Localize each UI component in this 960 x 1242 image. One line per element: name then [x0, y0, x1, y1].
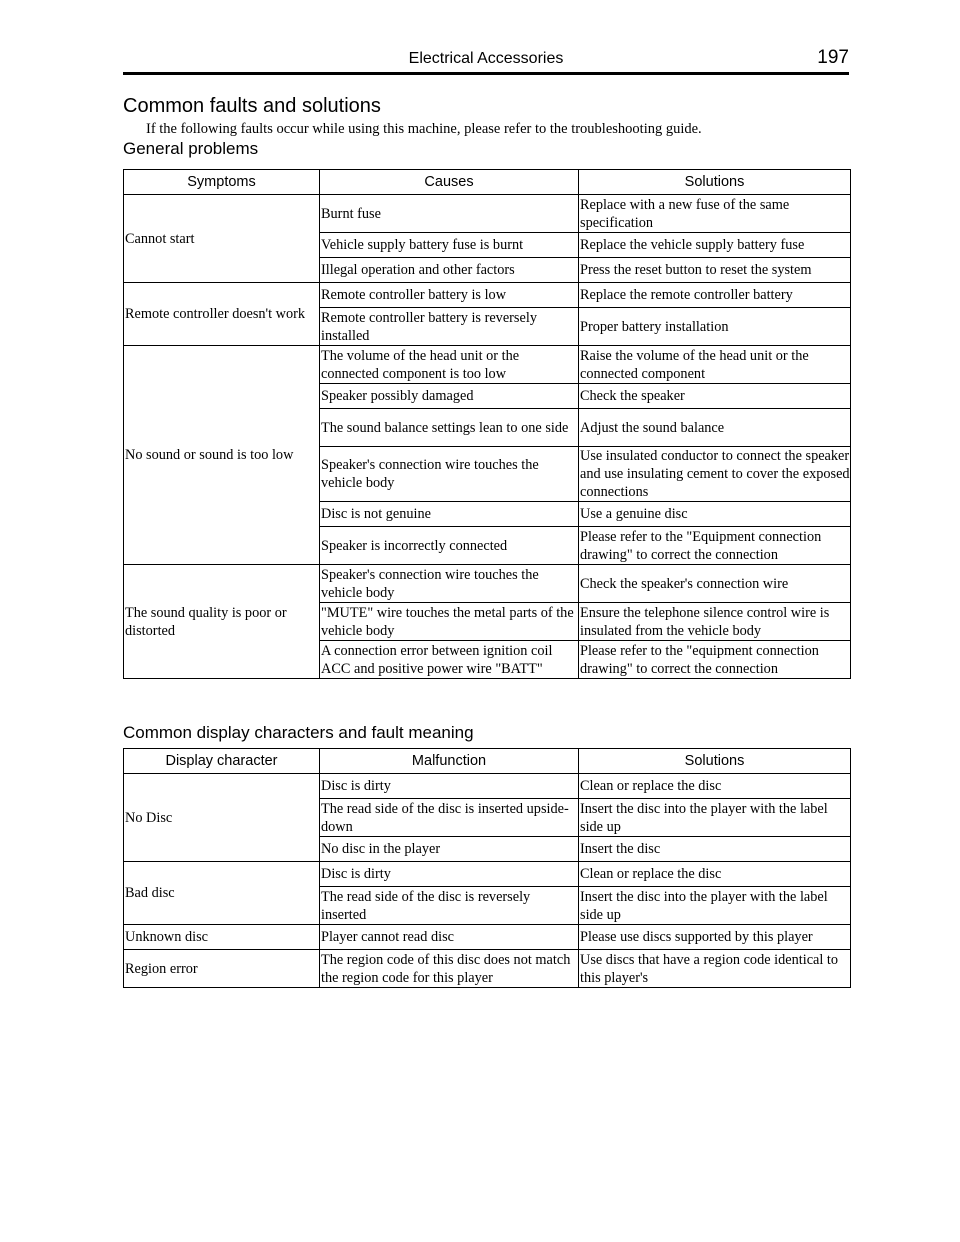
cause-cell: Player cannot read disc	[320, 925, 579, 950]
solution-cell: Check the speaker's connection wire	[579, 565, 851, 603]
solution-cell: Raise the volume of the head unit or the connected component	[579, 346, 851, 384]
table-row	[124, 195, 851, 233]
display-characters-table	[123, 748, 851, 988]
cause-cell: A connection error between ignition coil ACC and positive power wire "BATT"	[320, 641, 579, 679]
solution-cell: Insert the disc	[579, 837, 851, 862]
column-header-symptoms: Symptoms	[124, 170, 320, 195]
solution-cell: Use a genuine disc	[579, 502, 851, 527]
page-title: Common faults and solutions	[123, 95, 381, 117]
column-header-display-character: Display character	[124, 749, 320, 774]
cause-cell: Speaker possibly damaged	[320, 384, 579, 409]
symptom-cell: No Disc	[124, 774, 320, 862]
cause-cell: Speaker's connection wire touches the vehicle body	[320, 447, 579, 502]
solution-cell: Please use discs supported by this player	[579, 925, 851, 950]
table-row	[124, 950, 851, 988]
table-row	[124, 862, 851, 887]
cause-cell: The read side of the disc is inserted upside-down	[320, 799, 579, 837]
symptom-cell: Remote controller doesn't work	[124, 283, 320, 346]
cause-cell: The volume of the head unit or the connected component is too low	[320, 346, 579, 384]
solution-cell: Insert the disc into the player with the label side up	[579, 887, 851, 925]
solution-cell: Please refer to the "equipment connection drawing" to correct the connection	[579, 641, 851, 679]
column-header-solutions: Solutions	[579, 749, 851, 774]
table-row	[124, 565, 851, 603]
symptom-cell: Region error	[124, 950, 320, 988]
display-characters-heading: Common display characters and fault meaning	[123, 723, 474, 742]
table-row	[124, 283, 851, 308]
cause-cell: Burnt fuse	[320, 195, 579, 233]
cause-cell: Remote controller battery is reversely installed	[320, 308, 579, 346]
solution-cell: Replace with a new fuse of the same specification	[579, 195, 851, 233]
cause-cell: Illegal operation and other factors	[320, 258, 579, 283]
cause-cell: Remote controller battery is low	[320, 283, 579, 308]
page-number: 197	[817, 47, 849, 68]
solution-cell: Use insulated conductor to connect the speaker and use insulating cement to cover the exposed connections	[580, 448, 850, 500]
solution-cell: Clean or replace the disc	[579, 862, 851, 887]
page-header	[123, 48, 849, 75]
solution-cell: Replace the vehicle supply battery fuse	[579, 233, 851, 258]
cause-cell: Vehicle supply battery fuse is burnt	[320, 233, 579, 258]
cause-cell: Speaker's connection wire touches the vehicle body	[320, 565, 579, 603]
cause-cell: Disc is dirty	[320, 774, 579, 799]
cause-cell: The region code of this disc does not match the region code for this player	[320, 950, 579, 988]
cause-cell: No disc in the player	[320, 837, 579, 862]
cause-cell: The read side of the disc is reversely inserted	[320, 887, 579, 925]
solution-cell: Proper battery installation	[579, 308, 851, 346]
table-header-row	[124, 170, 851, 195]
solution-cell: Clean or replace the disc	[579, 774, 851, 799]
table-row	[124, 925, 851, 950]
cause-cell: "MUTE" wire touches the metal parts of the vehicle body	[320, 603, 579, 641]
solution-cell: Press the reset button to reset the system	[579, 258, 851, 283]
solution-cell: Please refer to the "Equipment connection drawing" to correct the connection	[579, 527, 851, 565]
table-header-row	[124, 749, 851, 774]
symptom-cell: Bad disc	[124, 862, 320, 925]
cause-cell: Disc is not genuine	[320, 502, 579, 527]
intro-text: If the following faults occur while using this machine, please refer to the troubleshooting guide.	[146, 121, 702, 137]
cause-cell: The sound balance settings lean to one side	[320, 409, 579, 447]
solution-cell: Use discs that have a region code identical to this player's	[579, 950, 851, 988]
table-row	[124, 346, 851, 384]
solution-cell: Replace the remote controller battery	[579, 283, 851, 308]
table-row	[124, 774, 851, 799]
solution-cell: Adjust the sound balance	[579, 409, 851, 447]
solution-cell: Check the speaker	[579, 384, 851, 409]
column-header-causes: Causes	[320, 170, 579, 195]
column-header-solutions: Solutions	[579, 170, 851, 195]
solution-cell: Ensure the telephone silence control wire is insulated from the vehicle body	[579, 603, 851, 641]
general-problems-table	[123, 169, 851, 679]
symptom-cell: Cannot start	[124, 195, 320, 283]
cause-cell: Speaker is incorrectly connected	[320, 527, 579, 565]
symptom-cell: No sound or sound is too low	[124, 346, 320, 565]
symptom-cell: Unknown disc	[124, 925, 320, 950]
solution-cell: Insert the disc into the player with the label side up	[579, 799, 851, 837]
running-header-title: Electrical Accessories	[408, 50, 564, 67]
general-problems-heading: General problems	[123, 139, 259, 158]
cause-cell: Disc is dirty	[320, 862, 579, 887]
column-header-malfunction: Malfunction	[320, 749, 579, 774]
symptom-cell: The sound quality is poor or distorted	[124, 565, 320, 679]
